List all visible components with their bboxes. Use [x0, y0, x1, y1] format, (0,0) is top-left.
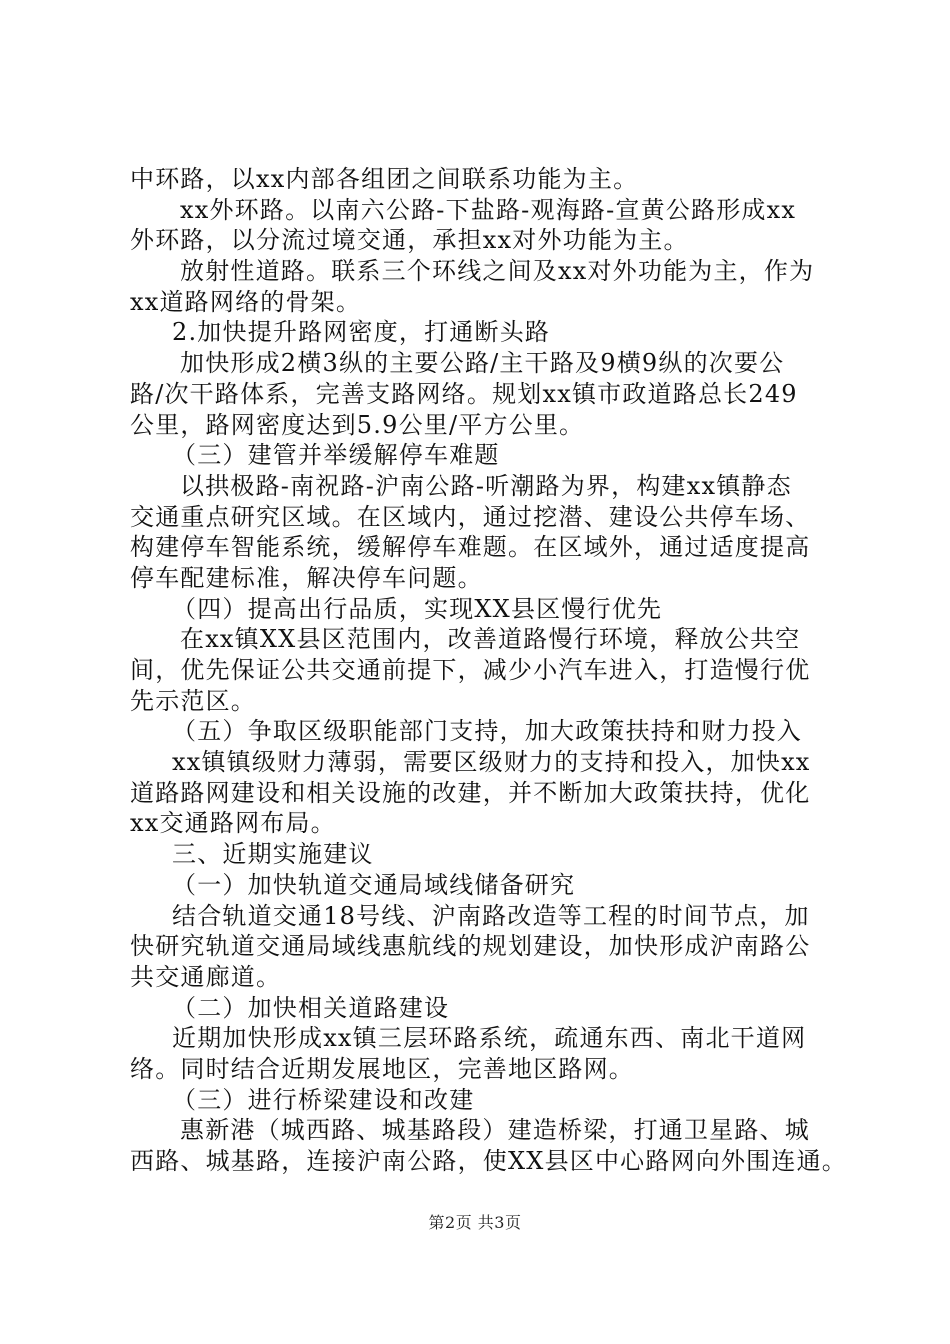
text-line: 路/次干路体系，完善支路网络。规划xx镇市政道路总长249: [130, 380, 798, 408]
text-line: 中环路，以xx内部各组团之间联系功能为主。: [130, 165, 639, 193]
text-line: xx道路网络的骨架。: [130, 288, 362, 316]
text-line: 公里，路网密度达到5.9公里/平方公里。: [130, 411, 585, 439]
section-heading: （五）争取区级职能部门支持，加大政策扶持和财力投入: [172, 717, 802, 745]
text-line: 间，优先保证公共交通前提下，减少小汽车进入，打造慢行优: [130, 656, 811, 684]
text-line: 以拱极路-南祝路-沪南公路-听潮路为界，构建xx镇静态: [180, 472, 792, 500]
text-line: 在xx镇XX县区范围内，改善道路慢行环境，释放公共空: [180, 625, 801, 653]
section-heading: 三、近期实施建议: [172, 840, 374, 868]
text-line: 络。同时结合近期发展地区，完善地区路网。: [130, 1055, 634, 1083]
text-line: 交通重点研究区域。在区域内，通过挖潜、建设公共停车场、: [130, 503, 811, 531]
section-heading: （四）提高出行品质，实现XX县区慢行优先: [172, 595, 663, 623]
text-line: 外环路，以分流过境交通，承担xx对外功能为主。: [130, 226, 689, 254]
text-line: 结合轨道交通18号线、沪南路改造等工程的时间节点，加: [172, 902, 810, 930]
section-heading: 2.加快提升路网密度，打通断头路: [172, 318, 551, 346]
text-line: 近期加快形成xx镇三层环路系统，疏通东西、南北干道网: [172, 1024, 807, 1052]
text-line: 快研究轨道交通局域线惠航线的规划建设，加快形成沪南路公: [130, 932, 811, 960]
text-line: 西路、城基路，连接沪南公路，使XX县区中心路网向外围连通。: [130, 1147, 847, 1175]
section-heading: （二）加快相关道路建设: [172, 994, 450, 1022]
text-line: 停车配建标准，解决停车问题。: [130, 564, 483, 592]
text-line: xx外环路。以南六公路-下盐路-观海路-宣黄公路形成xx: [180, 196, 797, 224]
text-line: 道路路网建设和相关设施的改建，并不断加大政策扶持，优化: [130, 779, 811, 807]
text-line: 放射性道路。联系三个环线之间及xx对外功能为主，作为: [180, 257, 815, 285]
text-line: 共交通廊道。: [130, 963, 282, 991]
text-line: xx交通路网布局。: [130, 809, 336, 837]
text-line: 惠新港（城西路、城基路段）建造桥梁，打通卫星路、城: [180, 1116, 810, 1144]
text-line: 构建停车智能系统，缓解停车难题。在区域外，通过适度提高: [130, 533, 811, 561]
section-heading: （三）建管并举缓解停车难题: [172, 441, 500, 469]
text-line: xx镇镇级财力薄弱，需要区级财力的支持和投入，加快xx: [172, 748, 811, 776]
section-heading: （一）加快轨道交通局域线储备研究: [172, 871, 576, 899]
text-line: 先示范区。: [130, 687, 256, 715]
section-heading: （三）进行桥梁建设和改建: [172, 1086, 475, 1114]
page-footer: 第2页 共3页: [428, 1213, 522, 1232]
text-line: 加快形成2横3纵的主要公路/主干路及9横9纵的次要公: [180, 349, 785, 377]
